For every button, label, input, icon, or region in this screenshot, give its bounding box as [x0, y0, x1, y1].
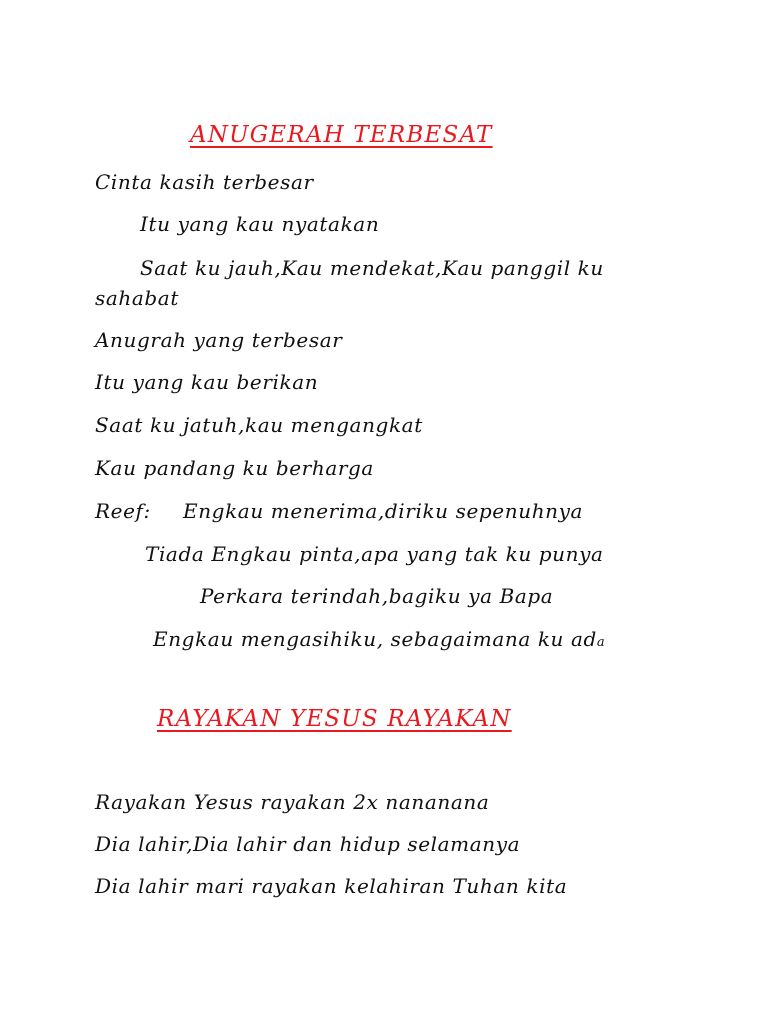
lyric2-line-3: Dia lahir mari rayakan kelahiran Tuhan kita	[95, 874, 568, 898]
reff-line-1: Engkau menerima,diriku sepenuhnya	[183, 499, 584, 523]
reff-line-3: Perkara terindah,bagiku ya Bapa	[200, 584, 554, 608]
reff-line-2: Tiada Engkau pinta,apa yang tak ku punya	[145, 542, 604, 566]
song-title-rayakan: RAYAKAN YESUS RAYAKAN	[157, 706, 512, 732]
lyric-line-1: Cinta kasih terbesar	[95, 170, 314, 194]
lyric-line-8: Kau pandang ku berharga	[95, 456, 374, 480]
reff-label: Reef:	[95, 499, 151, 523]
reff-line-4-text: Engkau mengasihiku, sebagaimana ku ad	[153, 627, 597, 651]
lyric-line-2: Itu yang kau nyatakan	[140, 212, 380, 236]
reff-line-4-tail: a	[596, 635, 606, 650]
song-title-anugerah: ANUGERAH TERBESAT	[190, 122, 493, 148]
lyric-line-5: Anugrah yang terbesar	[95, 328, 343, 352]
lyric-line-7: Saat ku jatuh,kau mengangkat	[95, 413, 423, 437]
reff-line-4	[153, 627, 605, 655]
lyric-line-6: Itu yang kau berikan	[95, 370, 319, 394]
lyric2-line-1: Rayakan Yesus rayakan 2x nananana	[95, 790, 490, 814]
lyric-line-4: sahabat	[95, 286, 179, 310]
lyric-line-3: Saat ku jauh,Kau mendekat,Kau panggil ku	[140, 256, 604, 280]
lyric2-line-2: Dia lahir,Dia lahir dan hidup selamanya	[95, 832, 521, 856]
